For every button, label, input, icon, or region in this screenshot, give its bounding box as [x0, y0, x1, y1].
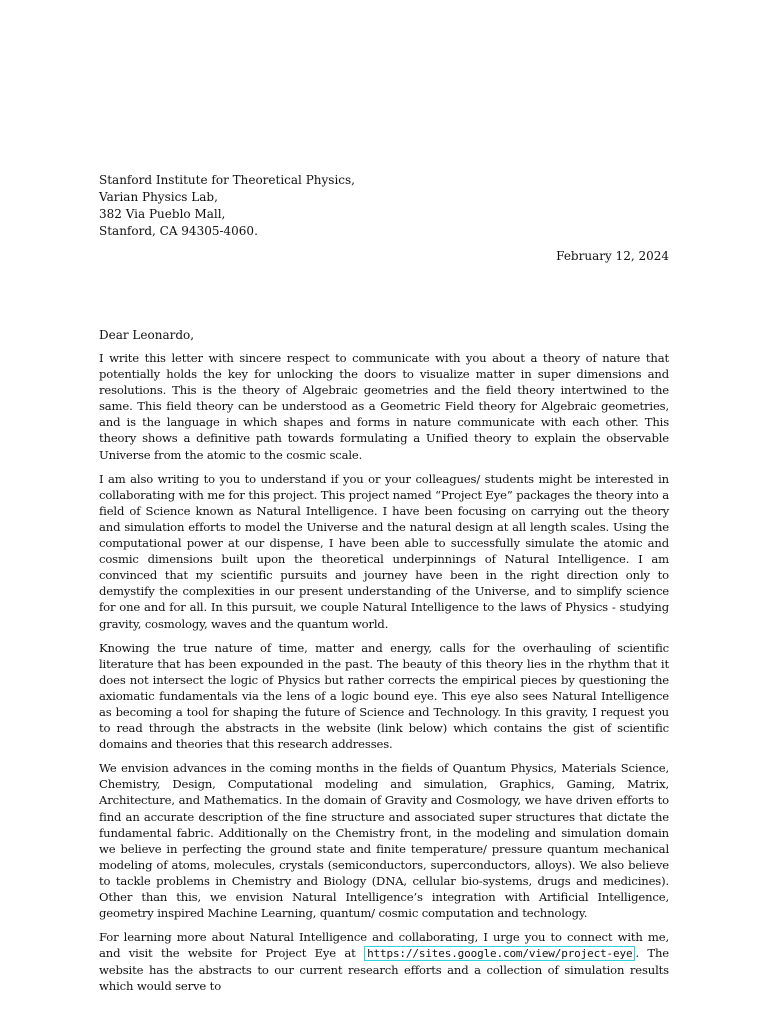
letter-date: February 12, 2024 — [556, 249, 669, 263]
website-text-before: For learning more about Natural Intelligence and collaborating, I urge you to connect with me, and visit the website for Project Eye at — [99, 930, 669, 961]
address-line-street: 382 Via Pueblo Mall, — [99, 207, 226, 221]
paragraph-advances: We envision advances in the coming months in the fields of Quantum Physics, Materials Science, Chemistry, Design, Computational modeling and simulation, Graphics, Gaming, Matrix, Architecture, and Mathematics. In the domain of Gravity and Cosmology, we have driven efforts to find an accurate description of the fine structure and associated super structures that dictate the fundamental fabric. Additionally on the Chemistry front, in the modeling and simulation domain we believe in perfecting the ground state and finite temperature/ pressure quantum mechanical modeling of atoms, molecules, crystals (semiconductors, superconductors, alloys). We also believe to tackle problems in Chemistry and Biology (DNA, cellular bio-systems, drugs and medicines). Other than this, we envision Natural Intelligence’s integration with Artificial Intelligence, geometry inspired Machine Learning, quantum/ cosmic computation and technology. — [99, 761, 669, 921]
paragraph-website — [99, 929, 669, 994]
recipient-address — [99, 172, 669, 240]
paragraph-nature-of-time: Knowing the true nature of time, matter and energy, calls for the overhauling of scientific literature that has been expounded in the past. The beauty of this theory lies in the rhythm that it does not intersect the logic of Physics but rather corrects the empirical pieces by questioning the axiomatic fundamentals via the lens of a logic bound eye. This eye also sees Natural Intelligence as becoming a tool for shaping the future of Science and Technology. In this gravity, I request you to read through the abstracts in the website (link below) which contains the gist of scientific domains and theories that this research addresses. — [99, 640, 669, 752]
project-eye-link[interactable]: https://sites.google.com/view/project-eye — [364, 946, 635, 961]
address-line-lab: Varian Physics Lab, — [99, 190, 218, 204]
address-line-institute: Stanford Institute for Theoretical Physics, — [99, 173, 355, 187]
website-text-after: . The website has the abstracts to our current research efforts and a collection of simulation results which would serve to — [99, 946, 669, 994]
paragraph-collaboration: I am also writing to you to understand if you or your colleagues/ students might be interested in collaborating with me for this project. This project named “Project Eye” packages the theory into a field of Science known as Natural Intelligence. I have been focusing on carrying out the theory and simulation efforts to model the Universe and the natural design at all length scales. Using the computational power at our dispense, I have been able to successfully simulate the atomic and cosmic dimensions built upon the theoretical underpinnings of Natural Intelligence. I am convinced that my scientific pursuits and journey have been in the right direction only to demystify the complexities in our present understanding of the Universe, and to simplify science for one and for all. In this pursuit, we couple Natural Intelligence to the laws of Physics - studying gravity, cosmology, waves and the quantum world. — [99, 471, 669, 631]
salutation: Dear Leonardo, — [99, 328, 195, 342]
paragraph-theory: I write this letter with sincere respect to communicate with you about a theory of nature that potentially holds the key for unlocking the doors to visualize matter in super dimensions and resolutions. This is the theory of Algebraic geometries and the field theory intertwined to the same. This field theory can be understood as a Geometric Field theory for Algebraic geometries, and is the language in which shapes and forms in nature communicate with each other. This theory shows a definitive path towards formulating a Unified theory to explain the observable Universe from the atomic to the cosmic scale. — [99, 351, 669, 462]
address-line-city: Stanford, CA 94305-4060. — [99, 224, 258, 238]
